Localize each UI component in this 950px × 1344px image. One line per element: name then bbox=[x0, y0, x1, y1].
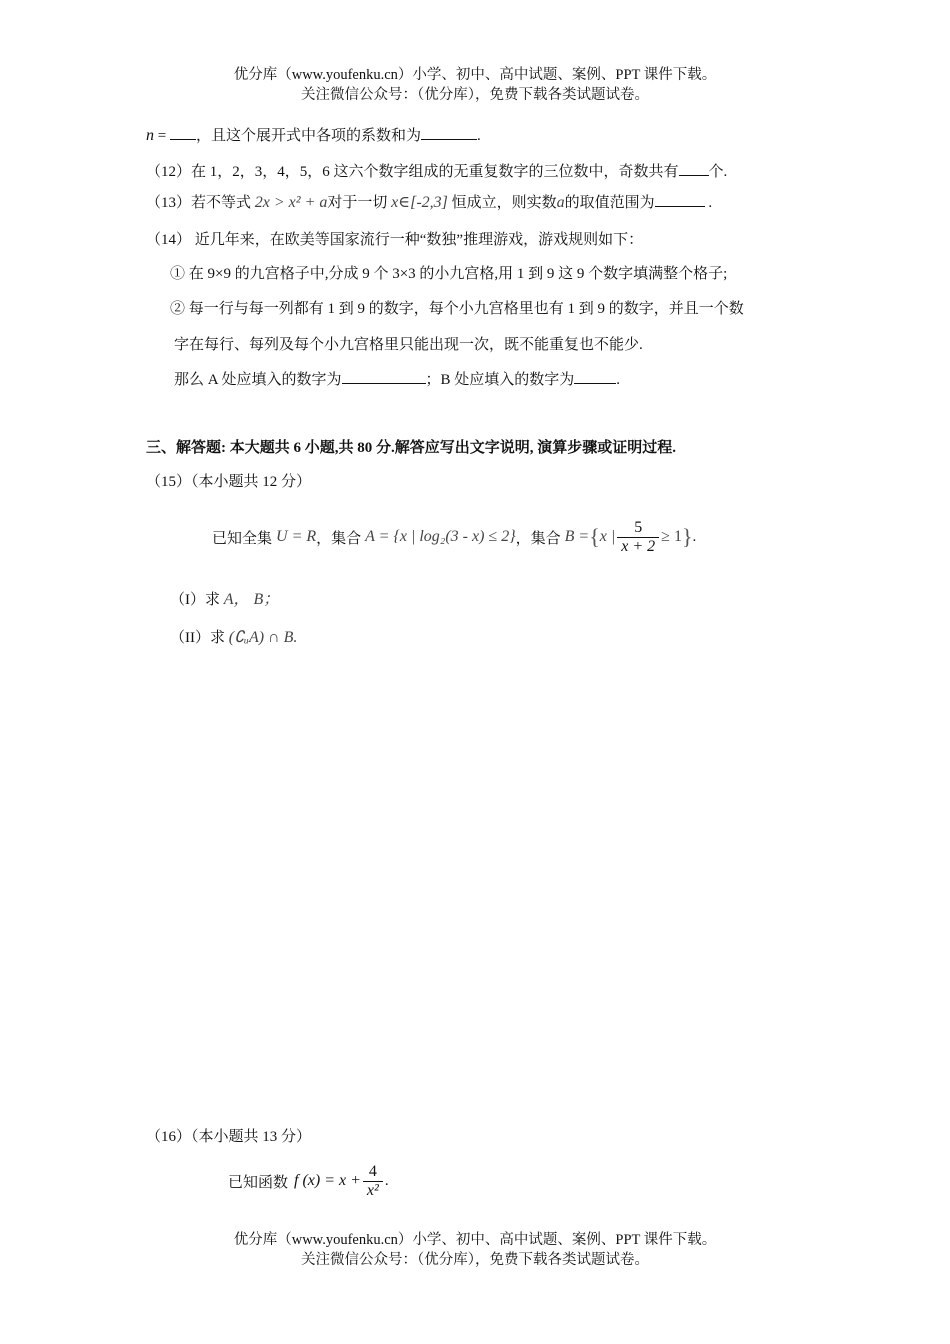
q14-ask-b: ；B 处应填入的数字为 bbox=[425, 372, 575, 388]
q14-ask-a: 那么 A 处应填入的数字为 bbox=[174, 372, 342, 388]
q15-set-b-pre: B = bbox=[564, 528, 590, 545]
q12-blank[interactable] bbox=[679, 161, 709, 176]
q15-set-b-fraction bbox=[617, 519, 659, 556]
left-brace-icon: { bbox=[589, 524, 600, 549]
q15-given-label: 已知全集 bbox=[212, 530, 273, 547]
header-line-2: 关注微信公众号：（优分库），免费下载各类试题试卷。 bbox=[301, 87, 649, 103]
q16-given-label: 已知函数 bbox=[228, 1174, 289, 1191]
q12-text: 在 1，2，3，4，5，6 这六个数字组成的无重复数字的三位数中，奇数共有 bbox=[191, 164, 679, 180]
q13-blank[interactable] bbox=[655, 192, 705, 207]
q15-part1-math: A， B； bbox=[223, 591, 280, 608]
q13-post: 恒成立，则实数 bbox=[451, 195, 557, 211]
q13-var: a bbox=[556, 194, 565, 211]
q11-end: . bbox=[476, 128, 481, 144]
q14-blank-a[interactable] bbox=[342, 369, 426, 384]
q14-rule-2b: 字在每行、每列及每个小九宫格里只能出现一次，既不能重复也不能少. bbox=[174, 337, 643, 353]
q15-set-b-x: x | bbox=[599, 528, 616, 545]
q15-part1-label: （I）求 bbox=[170, 592, 220, 608]
q13-ineq: 2x > x² + a bbox=[254, 194, 328, 211]
q15-set-b-label: ，集合 bbox=[515, 530, 561, 547]
q15-num: （15）（本小题共 12 分） bbox=[146, 474, 312, 490]
q14-intro bbox=[146, 228, 643, 249]
q15-given bbox=[212, 512, 696, 562]
q16-end: . bbox=[384, 1172, 389, 1189]
q11-tail bbox=[146, 124, 481, 145]
q16-func: f (x) = x + bbox=[294, 1172, 361, 1189]
q14-intro-text: 近几年来，在欧美等国家流行一种“数独”推理游戏，游戏规则如下： bbox=[194, 232, 644, 248]
right-brace-icon: } bbox=[681, 524, 693, 549]
q15-frac-den: x + 2 bbox=[617, 537, 659, 556]
q13-cond: x∈[-2,3] bbox=[391, 194, 448, 211]
q11-blank-n[interactable] bbox=[170, 125, 196, 140]
footer-line-2: 关注微信公众号：（优分库），免费下载各类试题试卷。 bbox=[301, 1252, 649, 1268]
q11-var: n bbox=[146, 127, 154, 144]
q15-part2-math: (∁ᵤA) ∩ B. bbox=[228, 629, 298, 646]
q14-rule-1: ① 在 9×9 的九宫格子中,分成 9 个 3×3 的小九宫格,用 1 到 9 这 9 个数字填满整个格子; bbox=[170, 266, 728, 282]
q15-set-b-post: ≥ 1 bbox=[661, 528, 682, 545]
q15-frac-num: 5 bbox=[634, 518, 643, 536]
q13-num: （13） bbox=[146, 195, 192, 211]
q11-blank-sum[interactable] bbox=[421, 125, 477, 140]
q14-blank-b[interactable] bbox=[574, 369, 616, 384]
q15-universal-set: U = R bbox=[276, 528, 317, 545]
footer-line-1: 优分库（www.youfenku.cn）小学、初中、高中试题、案例、PPT 课件下载。 bbox=[233, 1232, 717, 1248]
q15-part-1 bbox=[170, 586, 279, 609]
q12 bbox=[146, 160, 727, 181]
q13 bbox=[146, 191, 712, 212]
q14-rule-2a: ② 每一行与每一列都有 1 到 9 的数字，每个小九宫格里也有 1 到 9 的数字，并且一个数 bbox=[170, 301, 744, 317]
q16-frac-num: 4 bbox=[368, 1162, 377, 1180]
q16-frac-den: x² bbox=[363, 1181, 383, 1200]
q14-end: . bbox=[616, 372, 621, 388]
q14-num: （14） bbox=[146, 232, 192, 248]
q15-set-a-label: ，集合 bbox=[316, 530, 362, 547]
q13-pre: 若不等式 bbox=[191, 195, 252, 211]
q15-part2-label: （II）求 bbox=[170, 630, 225, 646]
q16-fraction bbox=[363, 1163, 383, 1200]
q13-mid: 对于一切 bbox=[327, 195, 388, 211]
q16-num: （16）（本小题共 13 分） bbox=[146, 1129, 312, 1145]
q12-end: 个. bbox=[708, 164, 728, 180]
q15-part-2 bbox=[170, 626, 297, 647]
q11-eq: = bbox=[154, 128, 167, 144]
q16-given bbox=[228, 1158, 389, 1204]
q14-ask bbox=[174, 368, 620, 389]
q12-num: （12） bbox=[146, 164, 192, 180]
q13-end: . bbox=[708, 195, 713, 211]
q15-end: . bbox=[692, 528, 697, 545]
section-3-title: 三、解答题: 本大题共 6 小题,共 80 分.解答应写出文字说明, 演算步骤或证明过程. bbox=[146, 440, 676, 456]
q11-mid: ，且这个展开式中各项的系数和为 bbox=[195, 128, 421, 144]
header-line-1: 优分库（www.youfenku.cn）小学、初中、高中试题、案例、PPT 课件下载。 bbox=[233, 67, 717, 83]
q13-post2: 的取值范围为 bbox=[564, 195, 655, 211]
q15-set-a: A = {x | log₂(3 - x) ≤ 2} bbox=[365, 528, 516, 545]
